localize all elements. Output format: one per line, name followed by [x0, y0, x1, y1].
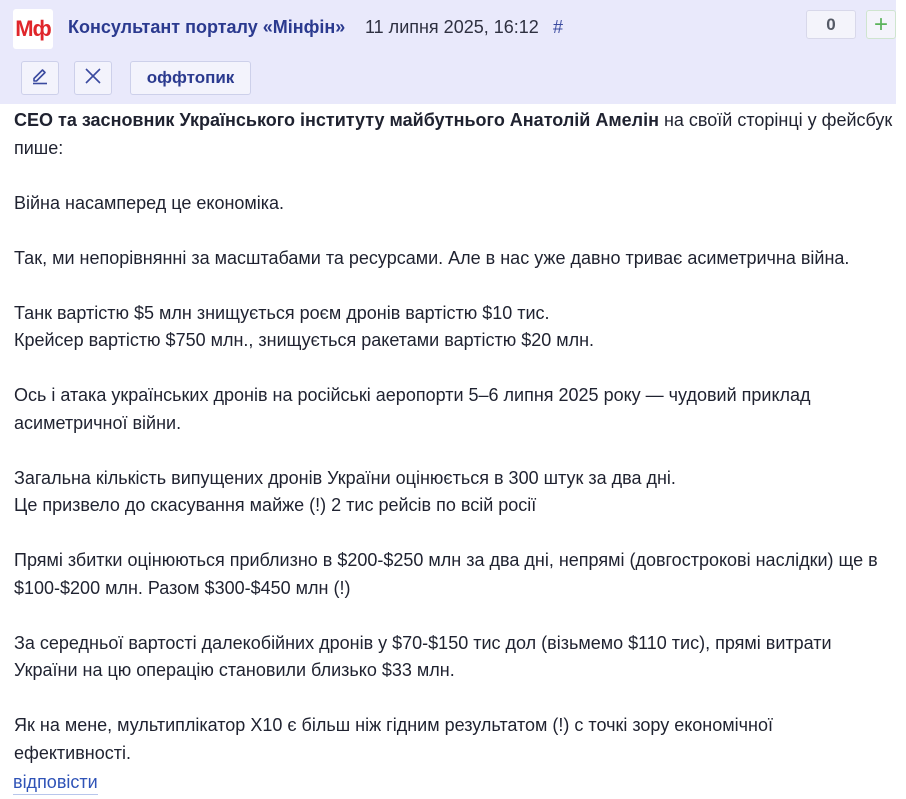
paragraph-3-line-2: Крейсер вартістю $750 млн., знищується ракетами вартістю $20 млн. — [14, 330, 595, 350]
paragraph-3 — [14, 300, 894, 355]
vote-score: 0 — [806, 10, 856, 39]
paragraph-2: Так, ми непорівнянні за масштабами та ресурсами. Але в нас уже давно триває асиметрична війна. — [14, 247, 850, 268]
permalink-hash[interactable]: # — [553, 17, 564, 37]
reply-link[interactable]: відповісти — [13, 770, 98, 795]
edit-button[interactable] — [21, 61, 59, 95]
paragraph-3-line-1: Танк вартістю $5 млн знищується роєм дронів вартістю $10 тис. — [14, 302, 550, 323]
comment-header — [0, 0, 896, 104]
author-name[interactable]: Консультант порталу «Мінфін» — [68, 17, 346, 37]
author-avatar[interactable]: Мф — [13, 9, 53, 49]
paragraph-5-line-2: Це призвело до скасування майже (!) 2 тис рейсів по всій росії — [14, 495, 537, 515]
paragraph-4: Ось і атака українських дронів на російські аеропорти 5–6 липня 2025 року — чудовий приклад асиметричної війни. — [14, 385, 811, 433]
pencil-icon — [31, 67, 49, 90]
intro-text: на своїй сторінці у фейсбук пише: — [14, 110, 893, 158]
delete-button[interactable] — [74, 61, 112, 95]
vote-up-button[interactable]: + — [866, 10, 896, 39]
offtopic-button[interactable]: оффтопик — [130, 61, 251, 95]
paragraph-1: Війна насамперед це економіка. — [14, 192, 285, 213]
paragraph-5 — [14, 465, 894, 520]
intro-bold-text: CEO та засновник Українського інституту майбутнього Анатолій Амелін — [14, 110, 659, 130]
paragraph-7: За середньої вартості далекобійних дронів у $70-$150 тис дол (візьмемо $110 тис), прямі витрати України на цю операцію становили близько $33 млн. — [14, 632, 832, 680]
intro-paragraph — [14, 107, 894, 162]
close-icon — [84, 67, 102, 90]
paragraph-5-line-1: Загальна кількість випущених дронів України оцінюється в 300 штук за два дні. — [14, 467, 676, 488]
paragraph-8: Як на мене, мультиплікатор Х10 є більш ніж гідним результатом (!) с точкі зору економічної ефективності. — [14, 715, 773, 763]
comment-body — [14, 107, 894, 767]
comment-date: 11 липня 2025, 16:12 — [365, 17, 539, 37]
paragraph-6: Прямі збитки оцінюються приблизно в $200-$250 млн за два дні, непрямі (довгострокові наслідки) ще в $100-$200 млн. Разом $300-$450 млн (!) — [14, 550, 878, 598]
